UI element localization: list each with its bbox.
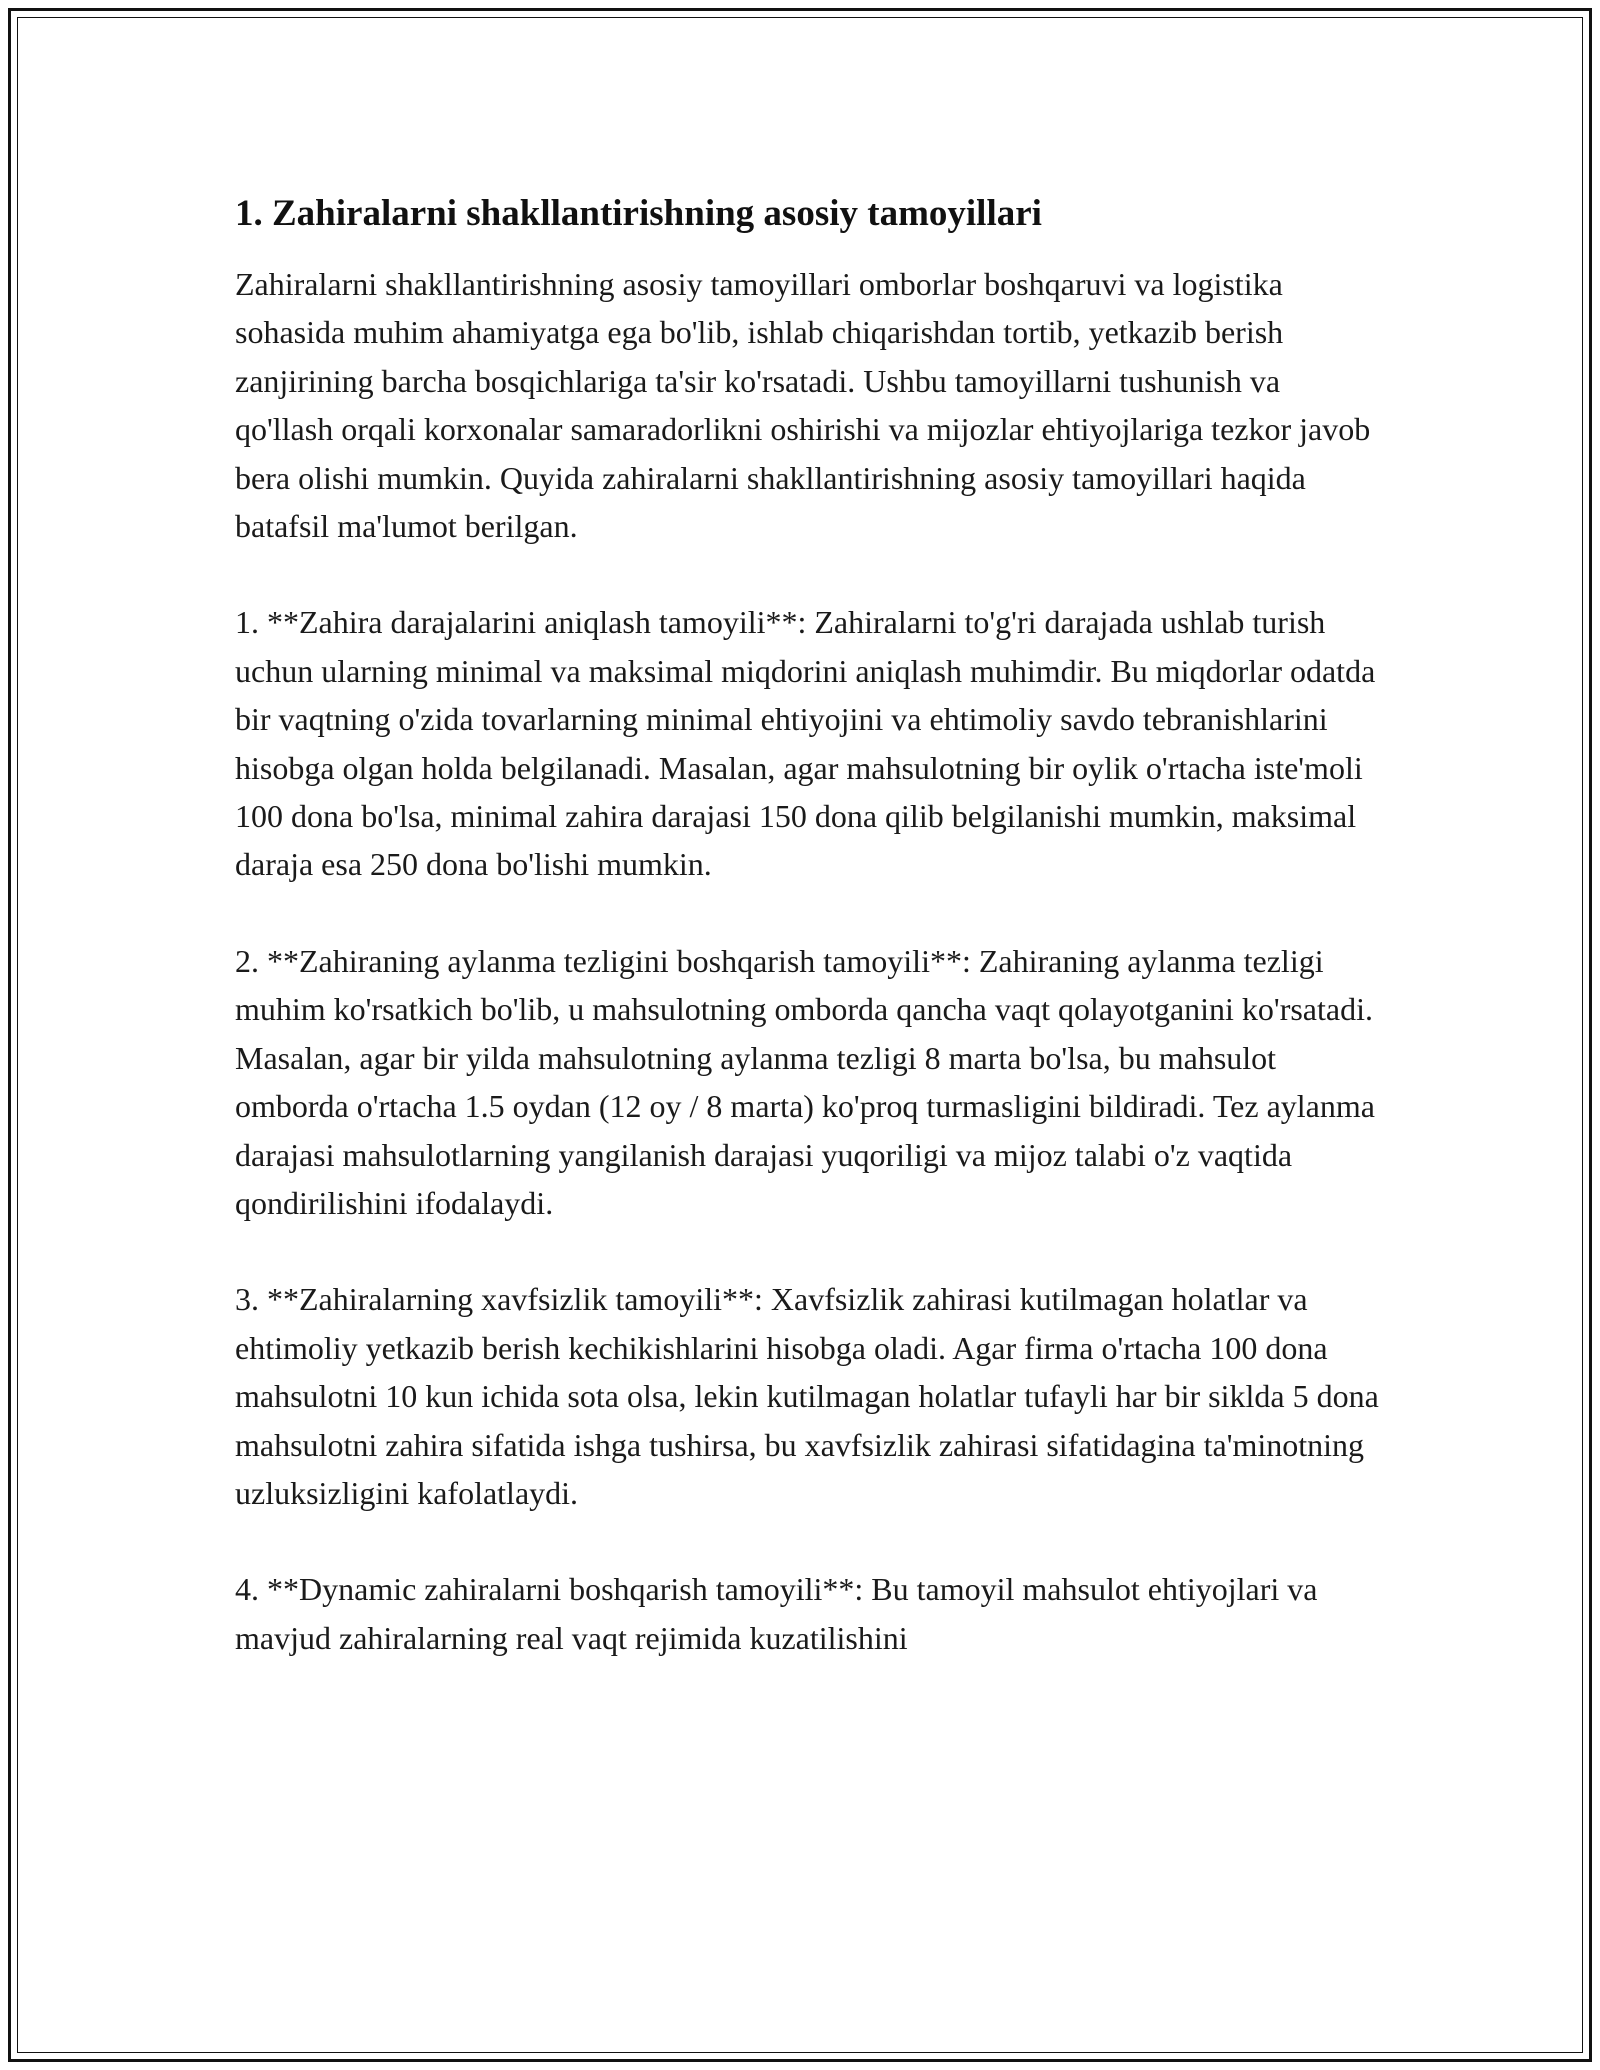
intro-paragraph: Zahiralarni shakllantirishning asosiy tamoyillari omborlar boshqaruvi va logistika sohasida muhim ahamiyatga ega bo'lib, ishlab chiqarishdan tortib, yetkazib berish zanjirining barcha bosqichlariga ta'sir ko'rsatadi. Ushbu tamoyillarni tushunish va qo'llash orqali korxonalar samaradorlikni oshirishi va mijozlar ehtiyojlariga tezkor javob bera olishi mumkin. Quyida zahiralarni shakllantirishning asosiy tamoyillari haqida batafsil ma'lumot berilgan. (235, 266, 1371, 545)
document-body (235, 188, 1380, 1710)
principle-paragraph-1: 1. **Zahira darajalarini aniqlash tamoyili**: Zahiralarni to'g'ri darajada ushlab turish uchun ularning minimal va maksimal miqdorini aniqlash muhimdir. Bu miqdorlar odatda bir vaqtning o'zida tovarlarning minimal ehtiyojini va ehtimoliy savdo tebranishlarini hisobga olgan holda belgilanadi. Masalan, agar mahsulotning bir oylik o'rtacha iste'moli 100 dona bo'lsa, minimal zahira darajasi 150 dona qilib belgilanishi mumkin, maksimal daraja esa 250 dona bo'lishi mumkin. (235, 604, 1376, 883)
principle-paragraph-3: 3. **Zahiralarning xavfsizlik tamoyili**: Xavfsizlik zahirasi kutilmagan holatlar va ehtimoliy yetkazib berish kechikishlarini hisobga oladi. Agar firma o'rtacha 100 dona mahsulotni 10 kun ichida sota olsa, lekin kutilmagan holatlar tufayli har bir siklda 5 dona mahsulotni zahira sifatida ishga tushirsa, bu xavfsizlik zahirasi sifatidagina ta'minotning uzluksizligini kafolatlaydi. (235, 1281, 1379, 1511)
principle-paragraph-4: 4. **Dynamic zahiralarni boshqarish tamoyili**: Bu tamoyil mahsulot ehtiyojlari va mavjud zahiralarning real vaqt rejimida kuzatilishini (235, 1571, 1318, 1656)
section-heading: 1. Zahiralarni shakllantirishning asosiy tamoyillari (235, 193, 1042, 234)
principle-paragraph-2: 2. **Zahiraning aylanma tezligini boshqarish tamoyili**: Zahiraning aylanma tezligi muhim ko'rsatkich bo'lib, u mahsulotning omborda qancha vaqt qolayotganini ko'rsatadi. Masalan, agar bir yilda mahsulotning aylanma tezligi 8 marta bo'lsa, bu mahsulot omborda o'rtacha 1.5 oydan (12 oy / 8 marta) ko'proq turmasligini bildiradi. Tez aylanma darajasi mahsulotlarning yangilanish darajasi yuqoriligi va mijoz talabi o'z vaqtida qondirilishini ifodalaydi. (235, 942, 1375, 1221)
